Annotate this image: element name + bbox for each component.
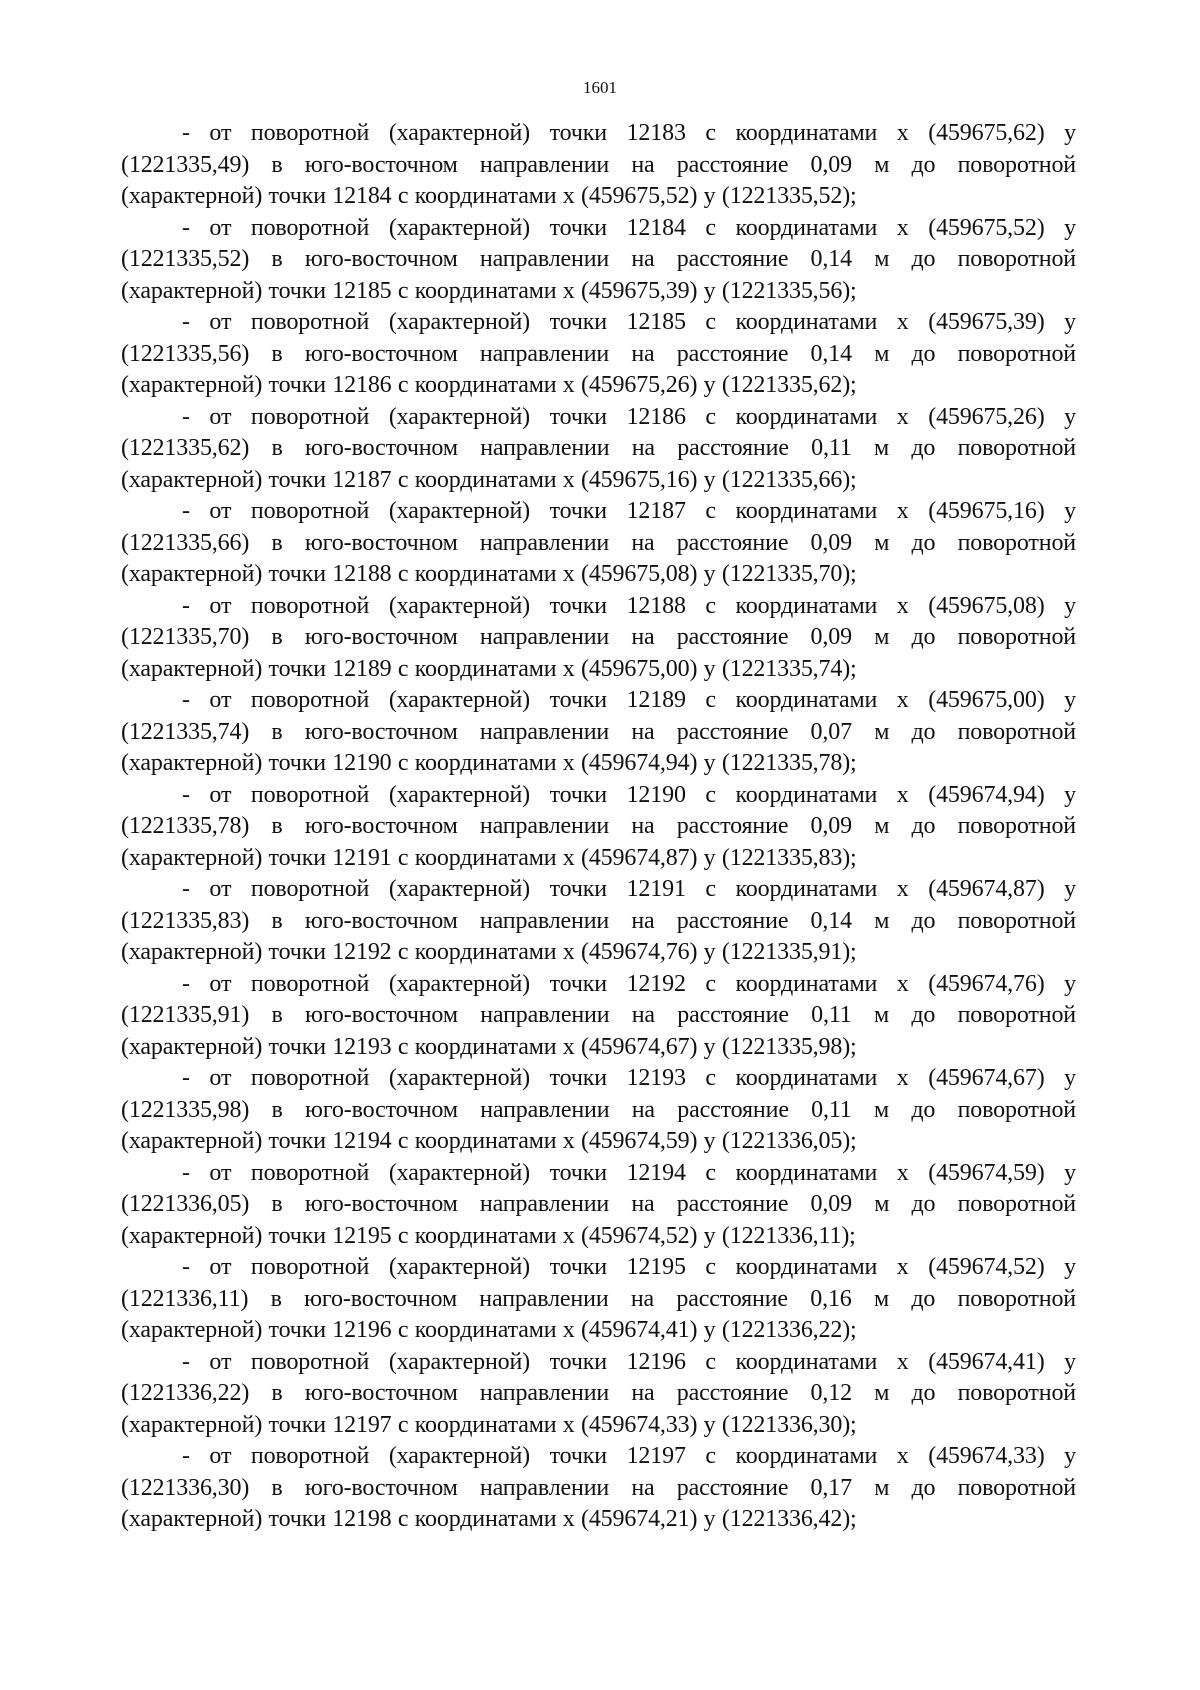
- page-number: 1601: [583, 78, 617, 97]
- boundary-description: [121, 118, 1076, 1536]
- boundary-segment-item: - от поворотной (характерной) точки 12187 с координатами x (459675,16) у (1221335,66) в юго-восточном направлении на расстояние 0,09 м до поворотной (характерной) точки 12188 с координатами x (459675,08) у (1221335,70);: [121, 498, 1076, 587]
- boundary-segment-item: - от поворотной (характерной) точки 12188 с координатами x (459675,08) у (1221335,70) в юго-восточном направлении на расстояние 0,09 м до поворотной (характерной) точки 12189 с координатами x (459675,00) у (1221335,74);: [121, 592, 1076, 682]
- boundary-segment-item: - от поворотной (характерной) точки 12186 с координатами x (459675,26) у (1221335,62) в юго-восточном направлении на расстояние 0,11 м до поворотной (характерной) точки 12187 с координатами x (459675,16) у (1221335,66);: [121, 403, 1076, 493]
- boundary-segment-item: - от поворотной (характерной) точки 12183 с координатами x (459675,62) у (1221335,49) в юго-восточном направлении на расстояние 0,09 м до поворотной (характерной) точки 12184 с координатами x (459675,52) у (1221335,52);: [121, 120, 1076, 209]
- boundary-segment-item: - от поворотной (характерной) точки 12195 с координатами x (459674,52) у (1221336,11) в юго-восточном направлении на расстояние 0,16 м до поворотной (характерной) точки 12196 с координатами x (459674,41) у (1221336,22);: [121, 1254, 1076, 1343]
- boundary-segment-item: - от поворотной (характерной) точки 12185 с координатами x (459675,39) у (1221335,56) в юго-восточном направлении на расстояние 0,14 м до поворотной (характерной) точки 12186 с координатами x (459675,26) у (1221335,62);: [121, 309, 1076, 398]
- boundary-segment-item: - от поворотной (характерной) точки 12193 с координатами x (459674,67) у (1221335,98) в юго-восточном направлении на расстояние 0,11 м до поворотной (характерной) точки 12194 с координатами x (459674,59) у (1221336,05);: [121, 1065, 1076, 1154]
- boundary-segment-item: - от поворотной (характерной) точки 12192 с координатами x (459674,76) у (1221335,91) в юго-восточном направлении на расстояние 0,11 м до поворотной (характерной) точки 12193 с координатами x (459674,67) у (1221335,98);: [121, 970, 1076, 1060]
- boundary-segment-item: - от поворотной (характерной) точки 12196 с координатами x (459674,41) у (1221336,22) в юго-восточном направлении на расстояние 0,12 м до поворотной (характерной) точки 12197 с координатами x (459674,33) у (1221336,30);: [121, 1348, 1076, 1438]
- boundary-segment-item: - от поворотной (характерной) точки 12197 с координатами x (459674,33) у (1221336,30) в юго-восточном направлении на расстояние 0,17 м до поворотной (характерной) точки 12198 с координатами x (459674,21) у (1221336,42);: [121, 1443, 1076, 1532]
- boundary-segment-item: - от поворотной (характерной) точки 12190 с координатами x (459674,94) у (1221335,78) в юго-восточном направлении на расстояние 0,09 м до поворотной (характерной) точки 12191 с координатами x (459674,87) у (1221335,83);: [121, 781, 1076, 871]
- boundary-segment-item: - от поворотной (характерной) точки 12184 с координатами x (459675,52) у (1221335,52) в юго-восточном направлении на расстояние 0,14 м до поворотной (характерной) точки 12185 с координатами x (459675,39) у (1221335,56);: [121, 214, 1076, 304]
- boundary-segment-item: - от поворотной (характерной) точки 12189 с координатами x (459675,00) у (1221335,74) в юго-восточном направлении на расстояние 0,07 м до поворотной (характерной) точки 12190 с координатами x (459674,94) у (1221335,78);: [121, 687, 1076, 776]
- boundary-segment-item: - от поворотной (характерной) точки 12194 с координатами x (459674,59) у (1221336,05) в юго-восточном направлении на расстояние 0,09 м до поворотной (характерной) точки 12195 с координатами x (459674,52) у (1221336,11);: [121, 1159, 1076, 1249]
- boundary-segment-item: - от поворотной (характерной) точки 12191 с координатами x (459674,87) у (1221335,83) в юго-восточном направлении на расстояние 0,14 м до поворотной (характерной) точки 12192 с координатами x (459674,76) у (1221335,91);: [121, 876, 1076, 965]
